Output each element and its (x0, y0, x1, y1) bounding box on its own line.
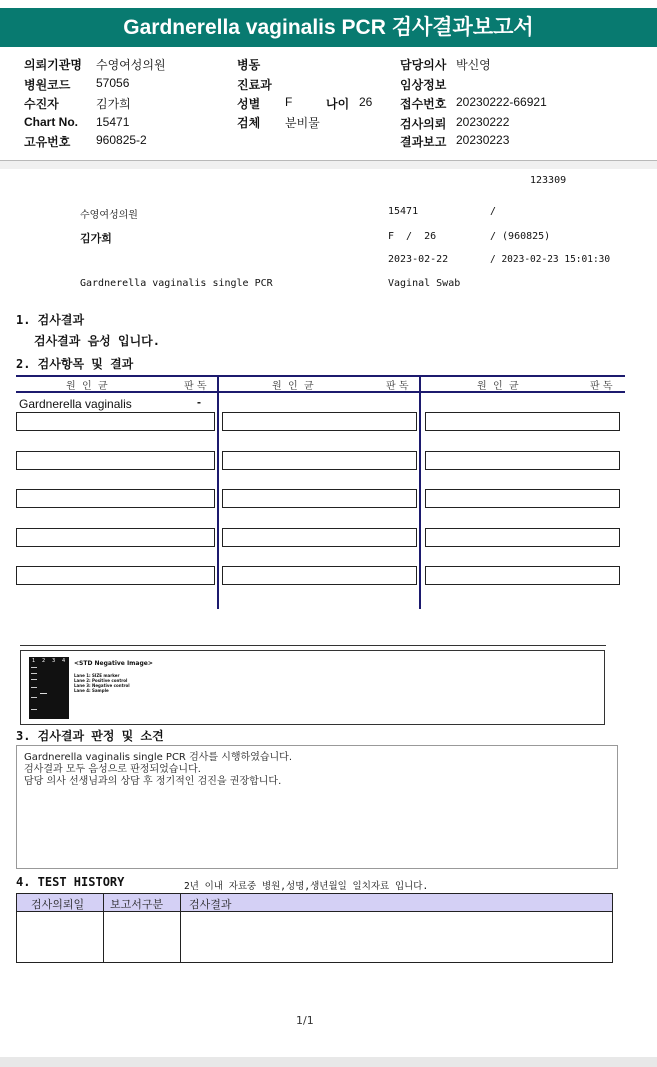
result-cell (425, 566, 620, 585)
results-col-divider-2 (419, 375, 421, 609)
section1-result: 검사결과 음성 입니다. (34, 334, 161, 348)
result-cell (222, 566, 417, 585)
result-cell (16, 412, 215, 431)
request-date-label: 검사의뢰 (400, 117, 447, 131)
summary-patient: 김가희 (80, 232, 112, 245)
gel-band (31, 709, 37, 710)
gel-lane-legend-item: Lane 4: Sample (74, 688, 109, 693)
result-cell (16, 528, 215, 547)
col-pathogen-1: 원 인 균 (66, 381, 108, 392)
page-number: 1/1 (296, 1014, 314, 1027)
footer-shade (0, 1057, 657, 1067)
institution-label: 의뢰기관명 (24, 58, 82, 72)
result-cell (16, 489, 215, 508)
summary-specimen: Vaginal Swab (388, 278, 461, 289)
summary-report-datetime: / 2023-02-23 15:01:30 (490, 254, 611, 265)
patient-label: 수진자 (24, 97, 59, 111)
gel-lane-legend-item: Lane 3: Negative control (74, 683, 130, 688)
institution-value: 수영여성의원 (96, 58, 166, 72)
summary-separator: / (490, 206, 497, 217)
specimen-value: 분비물 (285, 116, 320, 130)
section2-title: 2. 검사항목 및 결과 (16, 357, 134, 371)
summary-sex-age: F / 26 (388, 231, 437, 242)
ward-label: 병동 (237, 58, 261, 72)
lane-label: 2 (42, 658, 46, 664)
result-cell (425, 451, 620, 470)
history-table-header (17, 894, 612, 912)
gel-band (31, 697, 37, 698)
gel-band (31, 667, 37, 668)
col-judgement-2: 판 독 (386, 381, 409, 392)
section3-title: 3. 검사결과 판정 및 소견 (16, 729, 164, 743)
gel-band (31, 673, 37, 674)
gel-lane-legend-item: Lane 2: Positive control (74, 678, 128, 683)
gel-image (29, 657, 69, 719)
opinion-line: Gardnerella vaginalis single PCR 검사를 시행하였습니다. (24, 752, 293, 763)
history-table (16, 893, 613, 963)
header-shade (0, 161, 657, 169)
specimen-label: 검체 (237, 116, 261, 130)
gel-band (40, 693, 47, 694)
results-col-divider-1 (217, 375, 219, 609)
result-cell (222, 451, 417, 470)
summary-test-name: Gardnerella vaginalis single PCR (80, 278, 273, 289)
age-value: 26 (359, 95, 373, 109)
col-judgement-1: 판 독 (184, 381, 207, 392)
gel-band (31, 679, 37, 680)
opinion-line: 검사결과 모두 음성으로 판정되었습니다. (24, 764, 201, 775)
sex-label: 성별 (237, 97, 261, 111)
result-cell (425, 489, 620, 508)
result-row-value: - (197, 395, 201, 409)
lane-label: 3 (52, 658, 56, 664)
report-date-label: 결과보고 (400, 135, 447, 149)
history-col-result: 검사결과 (189, 898, 232, 911)
gel-band (31, 687, 37, 688)
result-row-name: Gardnerella vaginalis (19, 397, 132, 411)
unique-no-label: 고유번호 (24, 135, 71, 149)
doc-code: 123309 (530, 175, 567, 186)
report-date-value: 20230223 (456, 133, 510, 147)
unique-no-value: 960825-2 (96, 133, 147, 147)
summary-request-date: 2023-02-22 (388, 254, 449, 265)
result-cell (16, 451, 215, 470)
gel-lane-legend (74, 673, 130, 693)
col-pathogen-3: 원 인 균 (477, 381, 519, 392)
chart-no-value: 15471 (96, 115, 130, 129)
summary-chart-no: 15471 (388, 206, 419, 217)
lane-label: 1 (32, 658, 36, 664)
doctor-label: 담당의사 (400, 58, 447, 72)
opinion-text (24, 752, 292, 788)
result-cell (425, 528, 620, 547)
gel-image-heading: <STD Negative Image> (74, 660, 153, 667)
result-cell (222, 489, 417, 508)
result-cell (425, 412, 620, 431)
history-note: 2년 이내 자료중 병원,성명,생년월일 일치자료 입니다. (184, 881, 429, 892)
result-cell (222, 412, 417, 431)
history-col-report-type: 보고서구분 (110, 898, 164, 911)
result-cell (222, 528, 417, 547)
lane-label: 4 (62, 658, 66, 664)
section1-title: 1. 검사결과 (16, 313, 85, 327)
history-col-request-date: 검사의뢰일 (31, 898, 85, 911)
receipt-no-label: 접수번호 (400, 97, 447, 111)
age-label: 나이 (326, 97, 350, 111)
chart-no-label: Chart No. (24, 115, 78, 129)
gel-image-panel (20, 650, 605, 725)
history-col-divider (180, 894, 181, 962)
clinical-info-label: 임상정보 (400, 78, 447, 92)
sex-value: F (285, 95, 293, 109)
result-cell (16, 566, 215, 585)
dept-label: 진료과 (237, 78, 272, 92)
opinion-line: 담당 의사 선생님과의 상담 후 정기적인 검진을 권장합니다. (24, 776, 282, 787)
receipt-no-value: 20230222-66921 (456, 95, 547, 109)
hospital-code-value: 57056 (96, 76, 130, 90)
col-pathogen-2: 원 인 균 (272, 381, 314, 392)
opinion-box (16, 745, 618, 869)
section4-title: 4. TEST HISTORY (16, 875, 125, 889)
hospital-code-label: 병원코드 (24, 78, 71, 92)
gel-lane-legend-item: Lane 1: SIZE marker (74, 673, 120, 678)
request-date-value: 20230222 (456, 115, 510, 129)
report-title: Gardnerella vaginalis PCR 검사결과보고서 (0, 8, 657, 47)
patient-value: 김가희 (96, 97, 131, 111)
doctor-value: 박신영 (456, 58, 491, 72)
image-top-rule (20, 645, 606, 646)
history-col-divider (103, 894, 104, 962)
col-judgement-3: 판 독 (590, 381, 613, 392)
summary-institution: 수영여성의원 (80, 210, 138, 221)
summary-birth: / (960825) (490, 231, 551, 242)
